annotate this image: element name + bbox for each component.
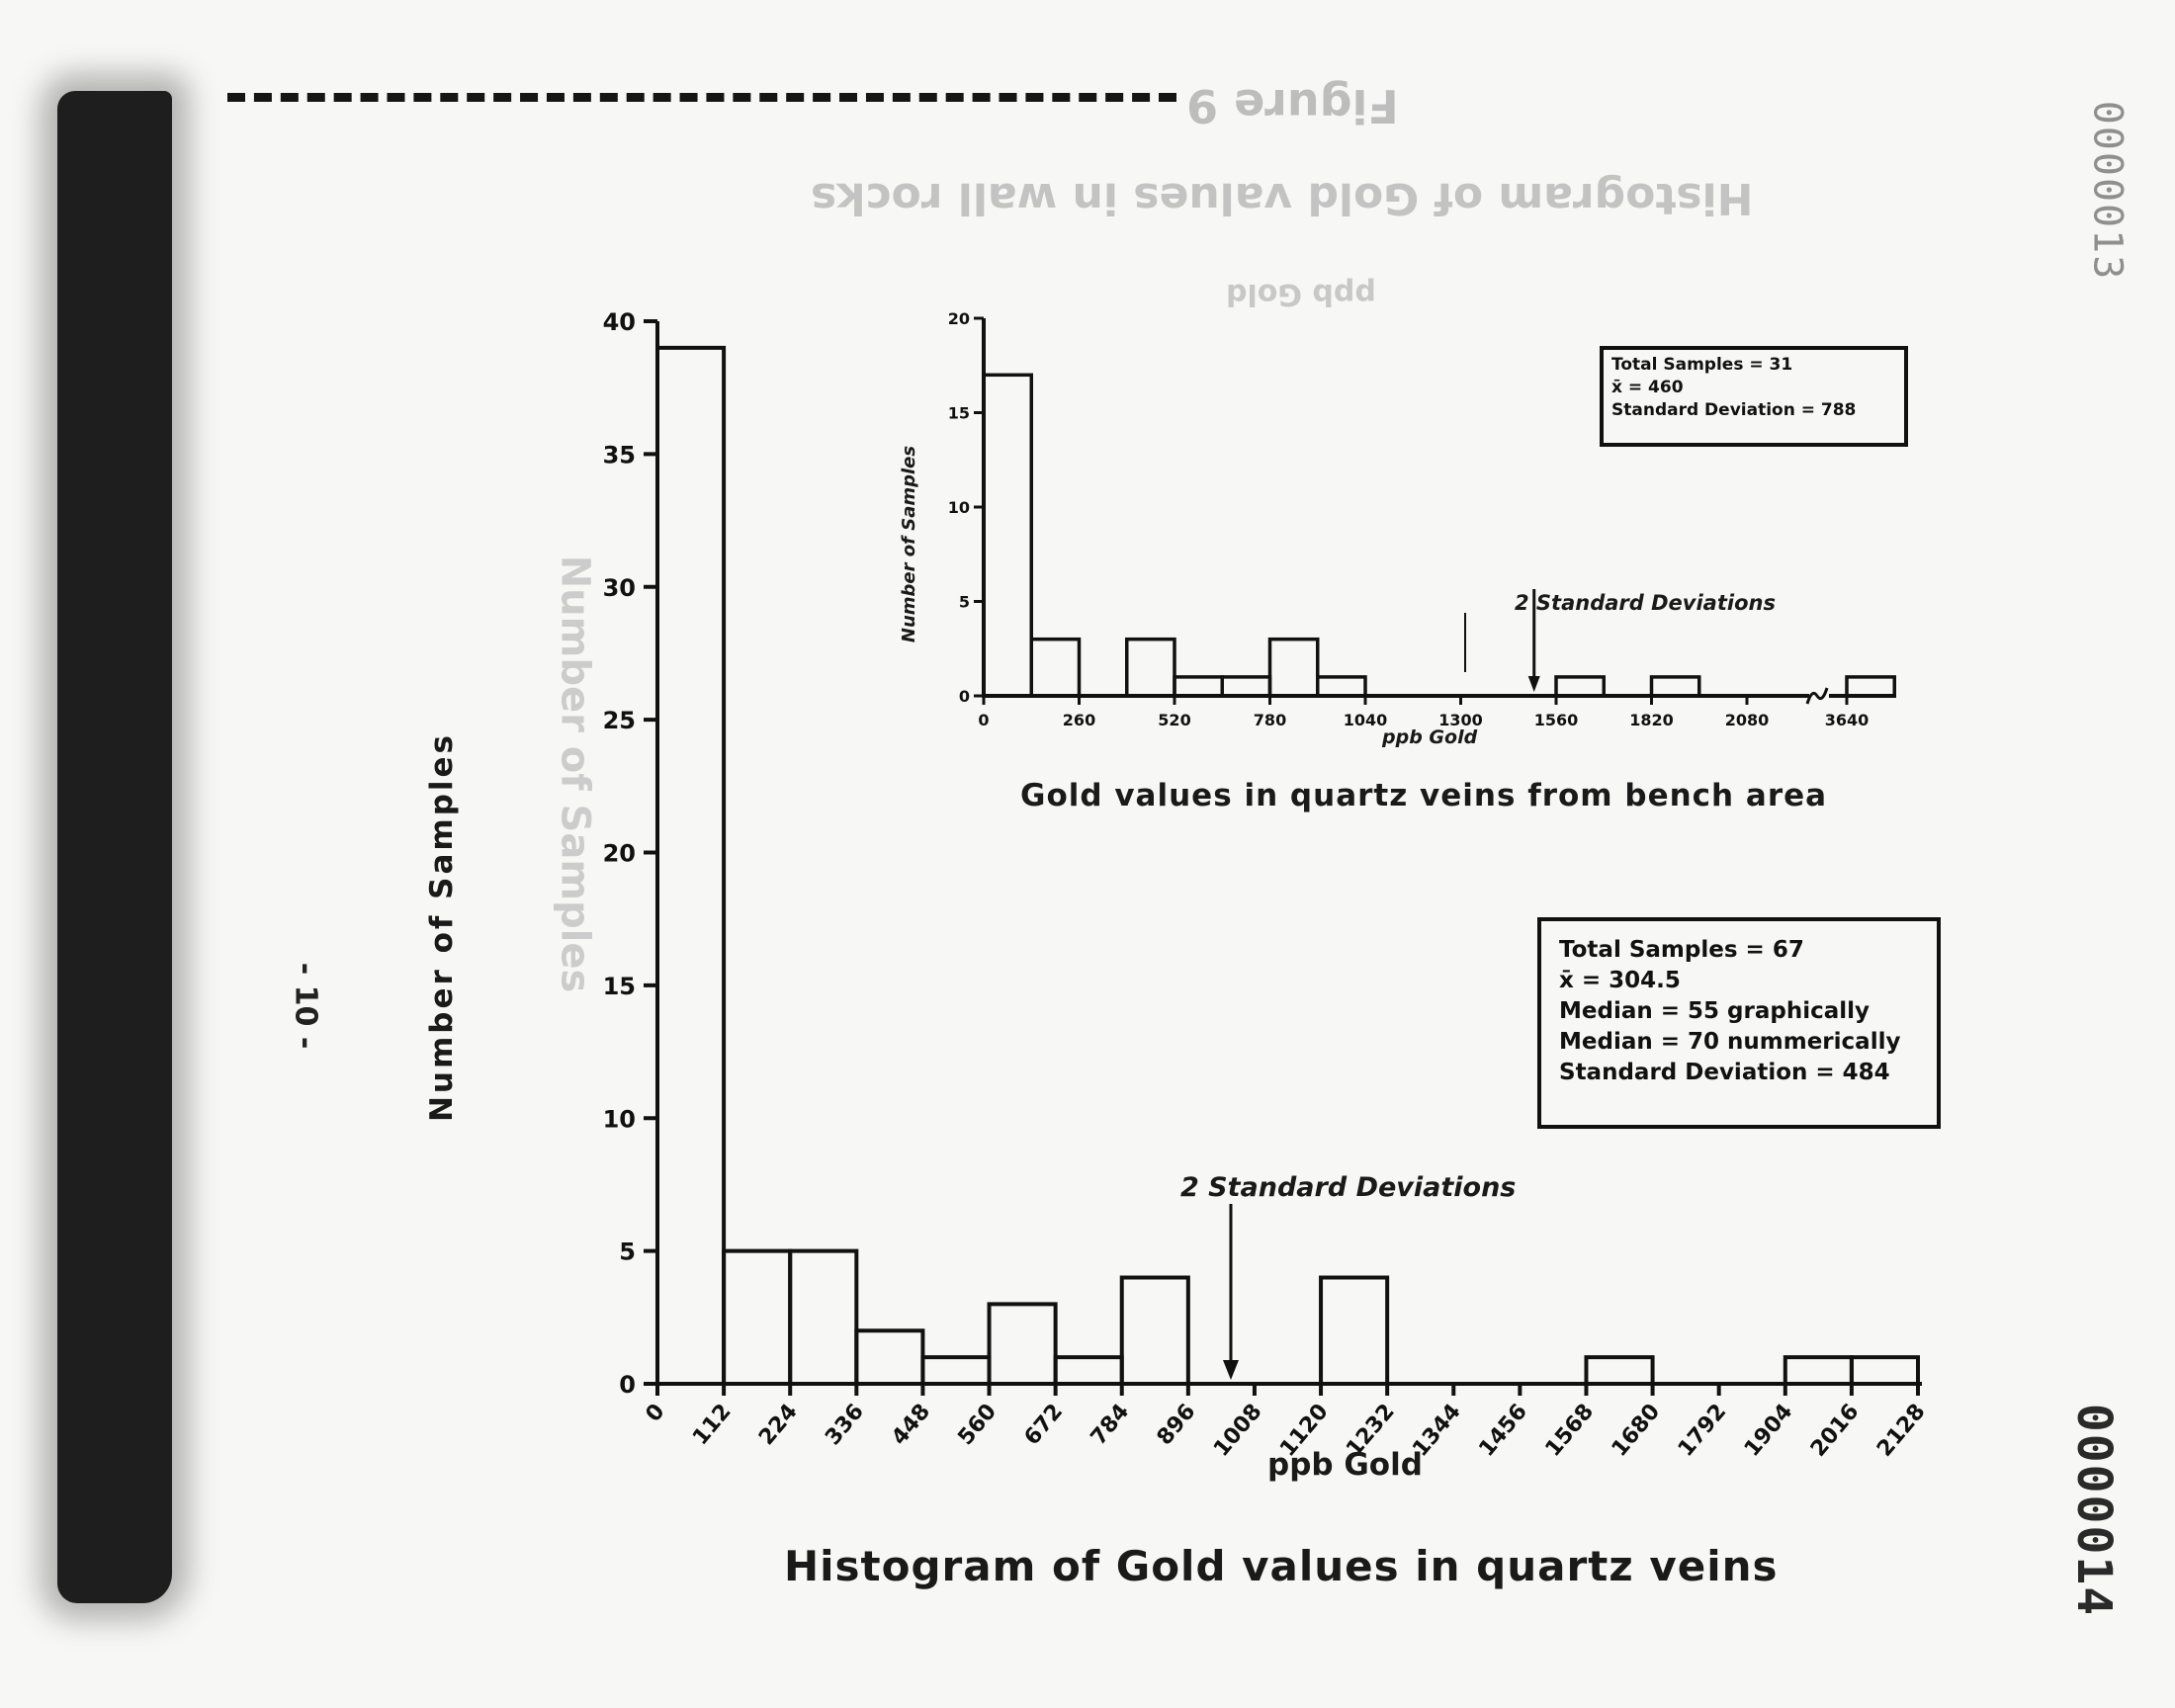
inset-histogram-bar	[1127, 640, 1174, 696]
main-y-tick-label: 35	[602, 441, 636, 470]
main-histogram-bar	[1852, 1357, 1918, 1384]
main-histogram-bar	[856, 1330, 922, 1384]
bleedthrough-title: Histogram of Gold values in wall rocks	[811, 173, 1754, 223]
main-x-tick-label: 1232	[1342, 1399, 1400, 1462]
main-x-axis-label: ppb Gold	[1267, 1447, 1423, 1483]
inset-x-tick-label: 1040	[1343, 711, 1388, 729]
main-x-tick-label: 1568	[1540, 1399, 1600, 1462]
inset-x-tick-label: 1820	[1629, 711, 1674, 729]
inset-x-tick-label: 0	[978, 711, 990, 729]
main-x-tick-label: 2016	[1805, 1399, 1865, 1462]
main-y-tick-label: 25	[602, 707, 636, 735]
inset-y-tick-label: 20	[947, 309, 970, 328]
inset-annotation-arrow-head	[1528, 676, 1540, 692]
main-std-dev-annotation: 2 Standard Deviations	[1180, 1172, 1517, 1203]
main-histogram-bar	[1122, 1278, 1188, 1385]
main-histogram-bar	[790, 1251, 856, 1384]
page-number: - 10 -	[288, 962, 323, 1050]
main-stat-line: Standard Deviation = 484	[1559, 1060, 1890, 1085]
main-x-tick-label: 0	[641, 1399, 670, 1427]
main-histogram-bar	[657, 348, 724, 1384]
inset-stat-line: Total Samples = 31	[1611, 355, 1793, 375]
main-x-tick-label: 1344	[1408, 1399, 1466, 1462]
main-histogram-plot	[603, 308, 1931, 1462]
main-chart-title: Histogram of Gold values in quartz veins	[784, 1542, 1779, 1590]
main-x-tick-label: 1904	[1739, 1399, 1798, 1462]
inset-stats-box	[1600, 346, 1908, 447]
inset-x-tick-label: 780	[1253, 711, 1287, 729]
main-x-tick-label: 672	[1019, 1399, 1069, 1451]
inset-y-tick-label: 0	[958, 687, 970, 706]
main-x-tick-label: 1120	[1275, 1399, 1334, 1462]
document-id-top: 0000013	[2084, 100, 2131, 282]
inset-std-dev-annotation: 2 Standard Deviations	[1515, 591, 1776, 615]
main-x-tick-label: 1680	[1607, 1399, 1666, 1462]
inset-histogram-bar	[1847, 677, 1894, 696]
main-histogram-bar	[1586, 1357, 1652, 1384]
inset-x-tick-label: 3640	[1824, 711, 1870, 729]
bleedthrough-figure-label: Figure 9	[1186, 79, 1399, 132]
inset-y-tick-label: 5	[958, 592, 970, 612]
main-histogram-bar	[1321, 1278, 1387, 1385]
main-y-tick-label: 20	[602, 839, 636, 868]
bleedthrough-ylabel: Number of Samples	[552, 555, 598, 993]
inset-histogram-bar	[1652, 677, 1699, 696]
inset-x-tick-label: 260	[1062, 711, 1096, 729]
main-x-tick-label: 1456	[1474, 1399, 1532, 1462]
main-histogram-bar	[1785, 1357, 1852, 1384]
inset-chart-title: Gold values in quartz veins from bench area	[1020, 778, 1828, 813]
inset-histogram-bar	[1270, 640, 1318, 696]
main-stat-line: Total Samples = 67	[1559, 937, 1804, 963]
inset-y-axis-label: Number of Samples	[899, 445, 920, 643]
main-y-tick-label: 15	[602, 972, 636, 1000]
main-x-tick-label: 784	[1086, 1399, 1135, 1451]
inset-histogram-bar	[1222, 677, 1269, 696]
bleedthrough-xlabel: ppb Gold	[1226, 277, 1376, 311]
main-x-tick-label: 1008	[1209, 1399, 1267, 1462]
main-histogram-bar	[724, 1251, 790, 1384]
inset-x-axis-label: ppb Gold	[1382, 726, 1478, 748]
main-histogram-bar	[922, 1357, 989, 1384]
inset-x-tick-label: 1560	[1533, 711, 1579, 729]
main-x-tick-label: 336	[821, 1399, 869, 1451]
inset-stat-line: Standard Deviation = 788	[1611, 400, 1857, 420]
main-x-tick-label: 112	[688, 1399, 737, 1451]
main-x-tick-label: 896	[1152, 1399, 1201, 1451]
document-id-bottom: 0000014	[2066, 1403, 2123, 1618]
main-annotation-arrow-head	[1223, 1360, 1239, 1380]
main-y-tick-label: 40	[602, 308, 636, 336]
inset-y-tick-label: 10	[947, 498, 970, 517]
inset-axis-break-mark	[1807, 688, 1827, 704]
inset-histogram-bar	[984, 375, 1031, 696]
inset-histogram-bar	[1556, 677, 1604, 696]
main-histogram-bar	[1056, 1357, 1122, 1384]
main-y-tick-label: 5	[619, 1238, 636, 1266]
inset-histogram-bar	[1174, 677, 1222, 696]
main-x-tick-label: 1792	[1673, 1399, 1732, 1462]
main-x-tick-label: 560	[953, 1399, 1002, 1451]
main-y-tick-label: 0	[619, 1371, 636, 1399]
inset-histogram-bar	[1031, 640, 1079, 696]
main-x-tick-label: 448	[887, 1399, 936, 1451]
inset-y-tick-label: 15	[947, 403, 970, 423]
main-y-tick-label: 10	[602, 1105, 636, 1134]
main-x-tick-label: 2128	[1872, 1399, 1931, 1462]
main-stat-line: Median = 70 nummerically	[1559, 1029, 1901, 1055]
main-stat-line: x̄ = 304.5	[1559, 968, 1681, 993]
main-histogram-bar	[990, 1304, 1056, 1384]
main-y-tick-label: 30	[602, 573, 636, 602]
main-stats-box	[1537, 917, 1941, 1129]
inset-histogram-bar	[1318, 677, 1365, 696]
inset-x-tick-label: 2080	[1724, 711, 1770, 729]
inset-stat-line: x̄ = 460	[1611, 378, 1684, 397]
main-stat-line: Median = 55 graphically	[1559, 998, 1870, 1024]
inset-x-tick-label: 1300	[1438, 711, 1483, 729]
main-x-tick-label: 224	[754, 1399, 803, 1451]
main-y-axis-label: Number of Samples	[424, 731, 461, 1123]
inset-x-tick-label: 520	[1158, 711, 1191, 729]
